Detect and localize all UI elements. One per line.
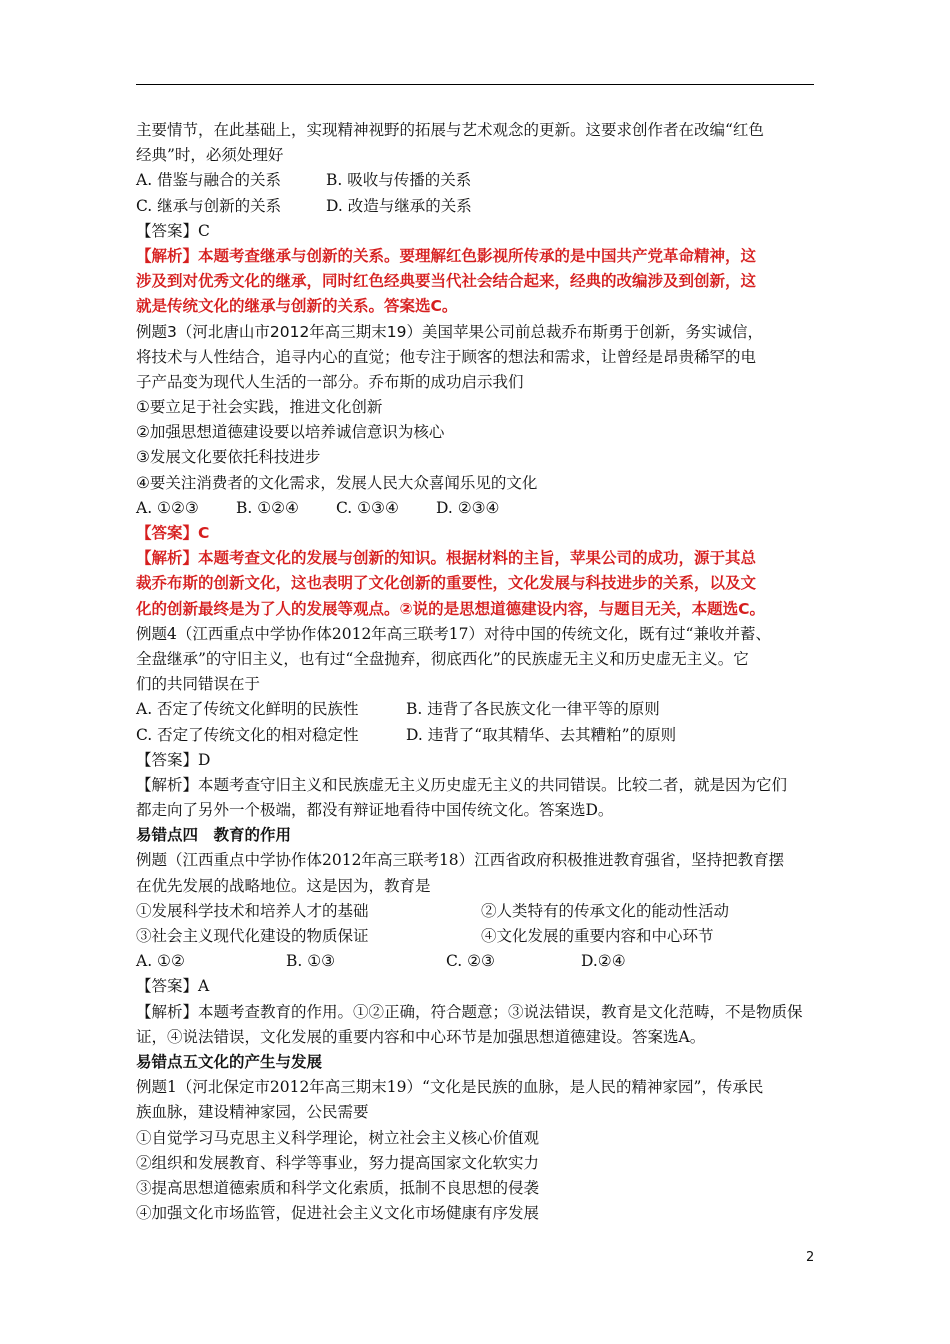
q4-analysis-line-2: 都走向了另外一个极端，都没有辩证地看待中国传统文化。答案选D。 — [136, 801, 614, 820]
section4-analysis-line-1: 【解析】本题考查教育的作用。①②正确，符合题意；③说法错误，教育是文化范畴，不是物质保 — [136, 1002, 803, 1021]
section5-item-3: ③提高思想道德索质和科学文化索质，抵制不良思想的侵袭 — [136, 1178, 540, 1197]
section4-item-1: ①发展科学技术和培养人才的基础 — [136, 901, 369, 920]
section5-stem-line-2: 族血脉，建设精神家园，公民需要 — [136, 1103, 369, 1122]
section4-option-a: A. ①② — [136, 952, 185, 971]
section4-option-c: C. ②③ — [446, 952, 495, 971]
section4-analysis-line-2: 证，④说法错误，文化发展的重要内容和中心环节是加强思想道德建设。答案选A。 — [136, 1027, 706, 1046]
q2-options-row-1 — [136, 168, 816, 193]
q3-item-4: ④要关注消费者的文化需求，发展人民大众喜闻乐见的文化 — [136, 473, 538, 492]
q4-stem-line-3: 们的共同错误在于 — [136, 675, 261, 694]
q2-answer: 【答案】C — [136, 221, 210, 240]
section5-heading: 易错点五文化的产生与发展 — [136, 1052, 323, 1071]
section5-item-2: ②组织和发展教育、科学等事业，努力提高国家文化软实力 — [136, 1153, 540, 1172]
q3-analysis-line-3: 化的创新最终是为了人的发展等观点。②说的是思想道德建设内容，与题目无关，本题选C。 — [136, 599, 766, 618]
section4-item-4: ④文化发展的重要内容和中心环节 — [481, 927, 714, 945]
page-number: 2 — [806, 1250, 815, 1265]
section4-items-row-2 — [136, 924, 816, 949]
header-rule — [136, 84, 814, 85]
q3-stem-line-3: 子产品变为现代人生活的一部分。乔布斯的成功启示我们 — [136, 372, 524, 391]
q3-stem-line-2: 将技术与人性结合，追寻内心的直觉；他专注于顾客的想法和需求，让曾经是昂贵稀罕的电 — [136, 347, 757, 366]
q4-analysis-line-1: 【解析】本题考查守旧主义和民族虚无主义历史虚无主义的共同错误。比较二者，就是因为它们 — [136, 775, 788, 794]
q3-options-row — [136, 496, 816, 521]
q4-answer: 【答案】D — [136, 750, 211, 769]
section4-answer: 【答案】A — [136, 977, 210, 996]
section4-stem-line-2: 在优先发展的战略地位。这是因为，教育是 — [136, 876, 431, 895]
section4-heading: 易错点四 教育的作用 — [136, 826, 292, 845]
section4-item-2: ②人类特有的传承文化的能动性活动 — [481, 901, 730, 920]
q4-options-row-2 — [136, 723, 816, 748]
q3-option-b: B. ①②④ — [236, 498, 299, 517]
section5-stem-line-1: 例题1（河北保定市2012年高三期末19）“文化是民族的血脉，是人民的精神家园”，传承民 — [136, 1078, 764, 1097]
section5-item-4: ④加强文化市场监管，促进社会主义文化市场健康有序发展 — [136, 1204, 540, 1223]
section4-option-b: B. ①③ — [286, 952, 336, 971]
q3-item-3: ③发展文化要依托科技进步 — [136, 448, 321, 467]
section4-option-d: D.②④ — [581, 952, 626, 971]
section4-item-3: ③社会主义现代化建设的物质保证 — [136, 927, 369, 945]
q3-analysis-line-1: 【解析】本题考查文化的发展与创新的知识。根据材料的主旨，苹果公司的成功，源于其总 — [136, 549, 757, 568]
section4-items-row-1 — [136, 899, 816, 924]
q4-option-c: C. 否定了传统文化的相对稳定性 — [136, 725, 359, 744]
q3-item-1: ①要立足于社会实践，推进文化创新 — [136, 398, 383, 417]
q3-answer: 【答案】C — [136, 524, 210, 542]
q2-stem-line-2: 经典”时，必须处理好 — [136, 146, 284, 165]
q4-option-d: D. 违背了“取其精华、去其糟粕”的原则 — [406, 725, 677, 744]
q2-option-c: C. 继承与创新的关系 — [136, 196, 282, 215]
page-content — [136, 118, 816, 1226]
section5-item-1: ①自觉学习马克思主义科学理论，树立社会主义核心价值观 — [136, 1128, 540, 1147]
section4-stem-line-1: 例题（江西重点中学协作体2012年高三联考18）江西省政府积极推进教育强省，坚持把教育摆 — [136, 851, 785, 870]
q2-analysis-line-1: 【解析】本题考查继承与创新的关系。要理解红色影视所传承的是中国共产党革命精神，这 — [136, 246, 757, 265]
q2-option-b: B. 吸收与传播的关系 — [326, 171, 472, 190]
q4-option-a: A. 否定了传统文化鲜明的民族性 — [136, 700, 359, 719]
q2-analysis-line-3: 就是传统文化的继承与创新的关系。答案选C。 — [136, 297, 458, 316]
q3-analysis-line-2: 裁乔布斯的创新文化，这也表明了文化创新的重要性，文化发展与科技进步的关系，以及文 — [136, 574, 757, 593]
q4-stem-line-1: 例题4（江西重点中学协作体2012年高三联考17）对待中国的传统文化，既有过“兼收并蓄、 — [136, 624, 771, 643]
q4-option-b: B. 违背了各民族文化一律平等的原则 — [406, 700, 660, 719]
q3-stem-line-1: 例题3（河北唐山市2012年高三期末19）美国苹果公司前总裁乔布斯勇于创新，务实诚信， — [136, 322, 764, 341]
q2-analysis-line-2: 涉及到对优秀文化的继承，同时红色经典要当代社会结合起来，经典的改编涉及到创新，这 — [136, 272, 757, 291]
q3-item-2: ②加强思想道德建设要以培养诚信意识为核心 — [136, 423, 445, 442]
q2-stem-line-1: 主要情节，在此基础上，实现精神视野的拓展与艺术观念的更新。这要求创作者在改编“红色 — [136, 121, 764, 139]
q2-option-d: D. 改造与继承的关系 — [326, 196, 472, 215]
section4-options-row — [136, 949, 816, 974]
q3-option-c: C. ①③④ — [336, 498, 399, 517]
q4-stem-line-2: 全盘继承”的守旧主义，也有过“全盘抛弃，彻底西化”的民族虚无主义和历史虚无主义。它 — [136, 649, 749, 668]
q4-options-row-1 — [136, 697, 816, 722]
q3-option-a: A. ①②③ — [136, 498, 199, 517]
q2-option-a: A. 借鉴与融合的关系 — [136, 171, 282, 190]
q3-option-d: D. ②③④ — [436, 498, 500, 517]
q2-options-row-2 — [136, 194, 816, 219]
